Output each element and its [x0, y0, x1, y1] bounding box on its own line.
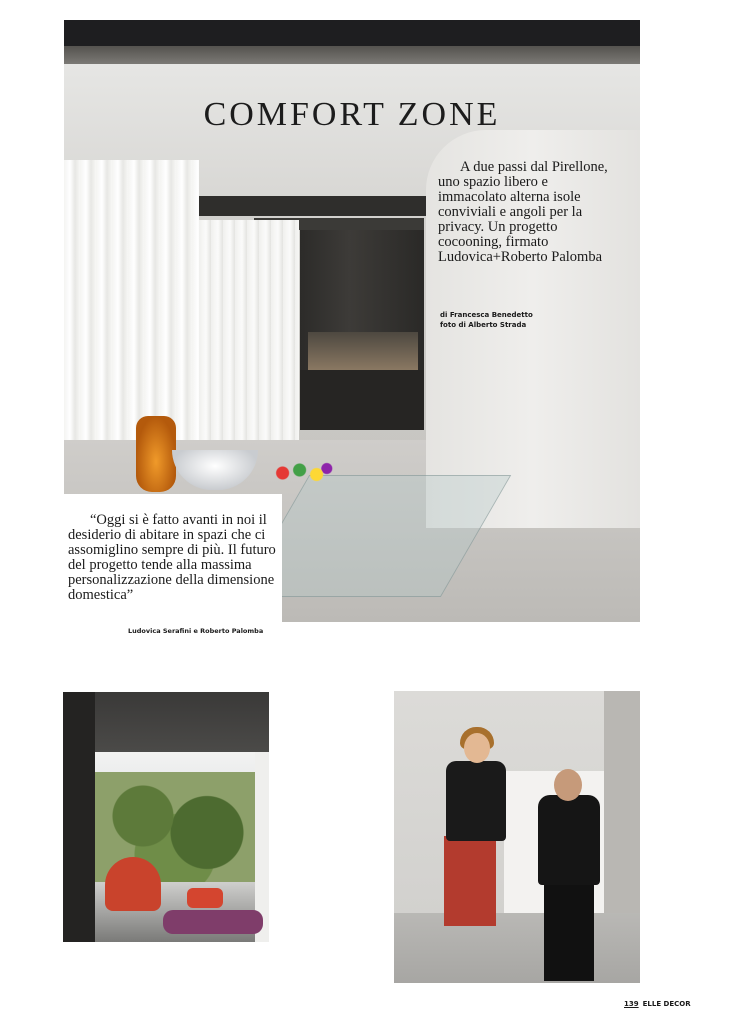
article-intro: A due passi dal Pirellone, uno spazio libero e immacolato alterna isole conviviali e angoli per la privacy. Un progetto cocooning, firmato Ludovica+Roberto Palomba — [438, 159, 608, 265]
woman-figure-top — [446, 761, 506, 841]
woman-figure-pants — [444, 836, 496, 926]
amber-vase — [136, 416, 176, 492]
quote-attribution: Ludovica Serafini e Roberto Palomba — [128, 627, 264, 635]
curtain-middle — [199, 220, 299, 460]
pull-quote: “Oggi si è fatto avanti in noi il desiderio di abitare in spazi che ci assomiglino sempre di più. Il futuro del progetto tende alla massima personalizzazione della dimensione domestica” — [68, 512, 276, 603]
article-title: COMFORT ZONE — [203, 96, 501, 133]
woman-figure-head — [464, 733, 490, 763]
purple-cushions — [163, 910, 263, 934]
man-figure-head — [554, 769, 582, 801]
man-figure-top — [538, 795, 600, 885]
ceiling-beam — [64, 46, 640, 64]
terrace-photo — [63, 692, 269, 942]
page-number: 139 — [624, 1000, 639, 1008]
magazine-name: ELLE DECOR — [642, 1000, 691, 1008]
photo-credit: foto di Alberto Strada — [440, 321, 527, 329]
man-figure-legs — [544, 881, 594, 981]
red-stool — [187, 888, 223, 908]
red-hanging-chair — [105, 857, 161, 911]
portrait-floor — [394, 913, 640, 983]
terrace-wall-left — [63, 692, 95, 942]
designers-portrait — [394, 691, 640, 983]
ceiling-dark-band — [64, 20, 640, 46]
kitchen-lower-cabinets — [300, 370, 424, 430]
interior-beam — [196, 196, 426, 216]
kitchen-niche — [308, 332, 418, 370]
author-credit: di Francesca Benedetto — [440, 311, 533, 319]
glass-flowers — [269, 458, 337, 488]
page-folio — [624, 1000, 691, 1008]
